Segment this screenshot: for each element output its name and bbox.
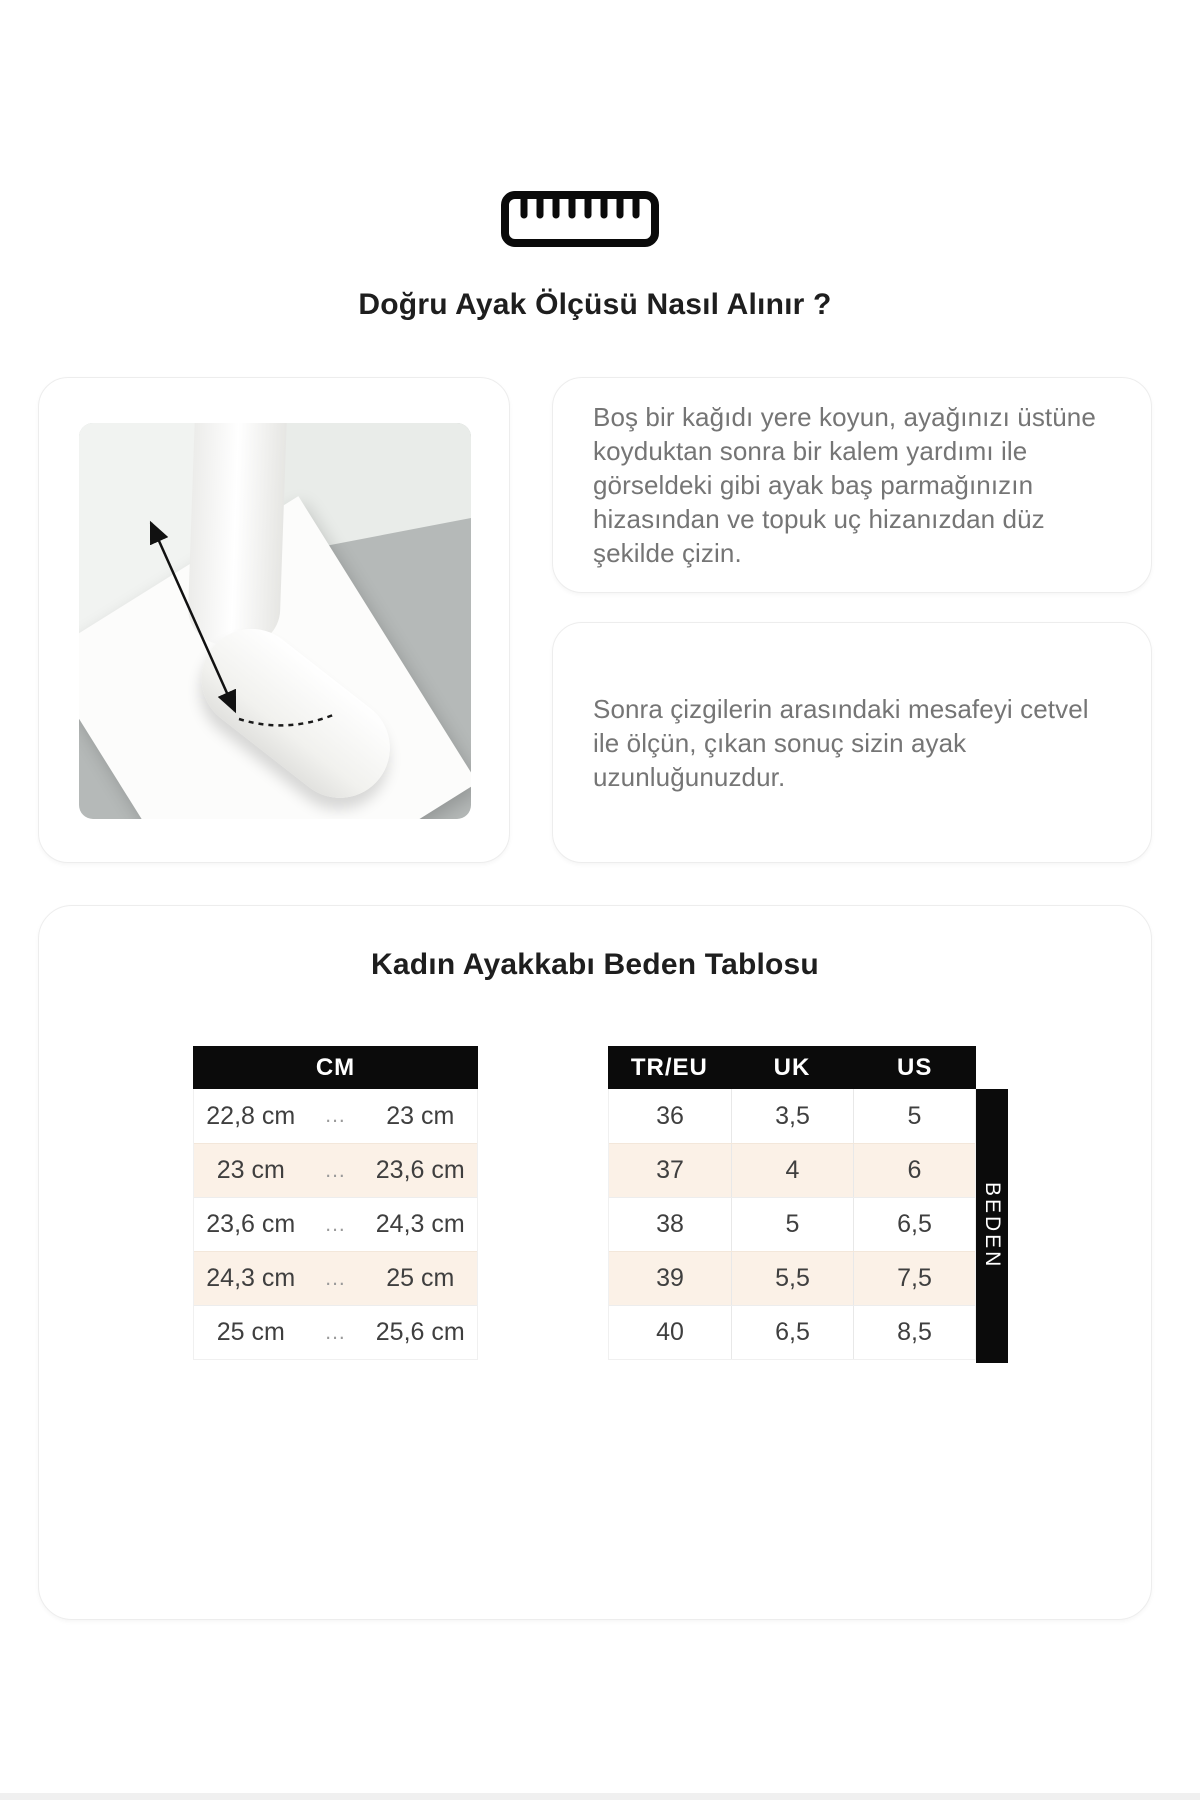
page-bottom-divider: [0, 1793, 1200, 1800]
cm-table-row: [194, 1251, 477, 1305]
size-chart-card: [38, 905, 1152, 1620]
size-cell: 3,5: [731, 1089, 853, 1143]
cm-table-body: [193, 1089, 478, 1360]
cm-from: 22,8 cm: [206, 1101, 296, 1130]
cm-to: 25,6 cm: [375, 1318, 465, 1346]
cm-to: 24,3 cm: [375, 1210, 465, 1238]
size-cell: 4: [731, 1144, 853, 1197]
size-table-row: [609, 1089, 975, 1143]
instruction-text-2: Sonra çizgilerin arasındaki mesafeyi cetvel ile ölçün, çıkan sonuç sizin ayak uzunluğunuzdur.: [593, 693, 1089, 792]
range-dots: ...: [325, 1266, 346, 1290]
size-cell: 8,5: [853, 1306, 975, 1359]
size-table-row: [609, 1143, 975, 1197]
range-dots: ...: [325, 1158, 346, 1182]
cm-from: 25 cm: [216, 1318, 285, 1346]
foot-measure-photo: [79, 423, 471, 819]
cm-to: 23,6 cm: [375, 1156, 465, 1184]
header-cell-treu: TR/EU: [630, 1053, 708, 1081]
size-table-header-row: [608, 1046, 976, 1089]
size-table: [608, 1046, 976, 1360]
photo-card: [38, 377, 510, 863]
header-cell-us: US: [896, 1053, 933, 1081]
range-dots: ...: [325, 1320, 346, 1344]
cm-from: 23 cm: [216, 1156, 285, 1184]
range-dots: ...: [325, 1212, 346, 1236]
cm-table: [193, 1046, 478, 1360]
beden-side-label: BEDEN: [976, 1089, 1008, 1363]
size-cell: 37: [656, 1156, 684, 1184]
measure-arrow: [79, 423, 471, 819]
size-table-body: [608, 1089, 976, 1360]
instruction-text-1: Boş bir kağıdı yere koyun, ayağınızı üstüne koyduktan sonra bir kalem yardımı ile görseldeki gibi ayak baş parmağınızın hizasından ve topuk uç hizanızdan düz şekilde çizin.: [593, 402, 1096, 568]
cm-to: 25 cm: [386, 1264, 455, 1292]
size-cell: 6: [853, 1144, 975, 1197]
size-cell: 5: [731, 1198, 853, 1251]
page-title: Doğru Ayak Ölçüsü Nasıl Alınır ?: [358, 288, 832, 321]
cm-table-row: [194, 1089, 477, 1143]
cm-to: 23 cm: [386, 1101, 455, 1130]
cm-table-row: [194, 1143, 477, 1197]
size-cell: 7,5: [853, 1252, 975, 1305]
size-cell: 5,5: [731, 1252, 853, 1305]
cm-from: 23,6 cm: [206, 1210, 296, 1238]
instruction-card-1: [552, 377, 1152, 593]
size-table-row: [609, 1305, 975, 1359]
instruction-card-2: [552, 622, 1152, 863]
cm-from: 24,3 cm: [206, 1264, 296, 1292]
size-table-row: [609, 1251, 975, 1305]
cm-table-row: [194, 1305, 477, 1359]
cm-table-row: [194, 1197, 477, 1251]
size-cell: 40: [656, 1318, 684, 1346]
size-cell: 39: [656, 1264, 684, 1292]
range-dots: ...: [325, 1104, 346, 1127]
size-table-row: [609, 1197, 975, 1251]
size-cell: 6,5: [853, 1198, 975, 1251]
size-cell: 38: [656, 1210, 684, 1238]
size-cell: 5: [853, 1089, 975, 1143]
size-cell: 6,5: [731, 1306, 853, 1359]
header-cell-uk: UK: [773, 1053, 811, 1081]
size-cell: 36: [656, 1101, 684, 1130]
cm-table-header: CM: [193, 1046, 478, 1089]
size-chart-title: Kadın Ayakkabı Beden Tablosu: [371, 948, 819, 981]
ruler-icon: [500, 190, 660, 248]
